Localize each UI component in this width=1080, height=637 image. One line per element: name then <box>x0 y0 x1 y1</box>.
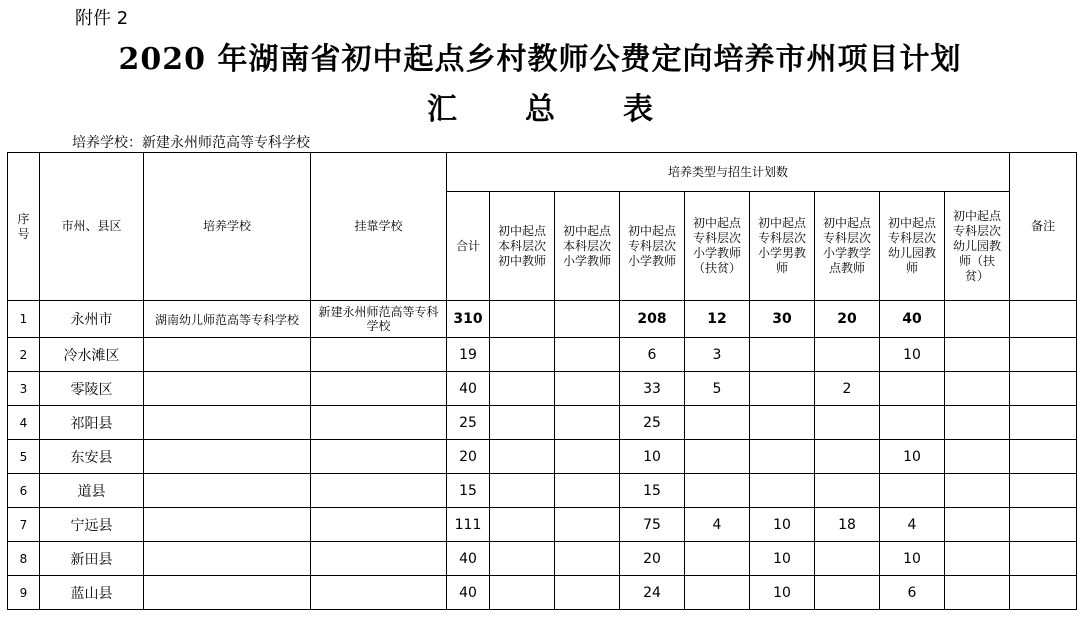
cell-attached-school <box>311 542 447 576</box>
cell-type-5: 30 <box>750 301 815 338</box>
cell-remark <box>1010 474 1077 508</box>
cell-train-school <box>144 338 311 372</box>
cell-type-3: 15 <box>620 474 685 508</box>
attachment-label: 附件 2 <box>75 8 129 29</box>
cell-type-2 <box>555 338 620 372</box>
cell-attached-school <box>311 440 447 474</box>
cell-attached-school <box>311 508 447 542</box>
cell-attached-school <box>311 372 447 406</box>
cell-type-3: 10 <box>620 440 685 474</box>
document-title: 2020 年湖南省初中起点乡村教师公费定向培养市州项目计划 <box>118 42 962 77</box>
cell-region: 祁阳县 <box>40 406 144 440</box>
cell-train-school <box>144 440 311 474</box>
cell-region: 冷水滩区 <box>40 338 144 372</box>
cell-type-7 <box>880 474 945 508</box>
cell-type-6: 2 <box>815 372 880 406</box>
header-train-school: 培养学校 <box>144 153 311 301</box>
cell-type-3: 33 <box>620 372 685 406</box>
cell-seq: 8 <box>8 542 40 576</box>
cell-seq: 4 <box>8 406 40 440</box>
cell-type-1 <box>490 372 555 406</box>
cell-type-1 <box>490 474 555 508</box>
table-row <box>8 301 1077 338</box>
cell-type-7 <box>880 372 945 406</box>
cell-seq: 7 <box>8 508 40 542</box>
header-type-1: 初中起点本科层次初中教师 <box>490 192 555 301</box>
cell-type-3: 25 <box>620 406 685 440</box>
cell-type-2 <box>555 372 620 406</box>
cell-type-5 <box>750 406 815 440</box>
cell-total: 111 <box>447 508 490 542</box>
cell-type-7: 10 <box>880 440 945 474</box>
cell-seq: 9 <box>8 576 40 610</box>
cell-type-1 <box>490 338 555 372</box>
cell-type-8 <box>945 338 1010 372</box>
cell-type-4 <box>685 406 750 440</box>
cell-type-1 <box>490 542 555 576</box>
cell-type-5 <box>750 338 815 372</box>
cell-type-2 <box>555 576 620 610</box>
training-school-line: 培养学校：新建永州师范高等专科学校 <box>72 135 310 151</box>
cell-type-8 <box>945 406 1010 440</box>
cell-region: 宁远县 <box>40 508 144 542</box>
cell-type-5 <box>750 372 815 406</box>
header-remark: 备注 <box>1010 153 1077 301</box>
cell-train-school <box>144 372 311 406</box>
cell-train-school: 湖南幼儿师范高等专科学校 <box>144 301 311 338</box>
cell-type-4 <box>685 474 750 508</box>
table-row <box>8 406 1077 440</box>
subtitle-char: 总 <box>525 92 555 127</box>
cell-type-4: 12 <box>685 301 750 338</box>
cell-region: 道县 <box>40 474 144 508</box>
cell-type-3: 24 <box>620 576 685 610</box>
cell-type-5 <box>750 440 815 474</box>
cell-type-6 <box>815 474 880 508</box>
header-seq: 序号 <box>8 153 40 301</box>
cell-type-7: 6 <box>880 576 945 610</box>
cell-total: 20 <box>447 440 490 474</box>
cell-total: 310 <box>447 301 490 338</box>
cell-seq: 3 <box>8 372 40 406</box>
cell-type-4 <box>685 440 750 474</box>
cell-type-2 <box>555 508 620 542</box>
cell-type-6 <box>815 542 880 576</box>
cell-remark <box>1010 576 1077 610</box>
cell-attached-school <box>311 576 447 610</box>
cell-remark <box>1010 372 1077 406</box>
cell-type-8 <box>945 301 1010 338</box>
cell-remark <box>1010 338 1077 372</box>
cell-type-4: 3 <box>685 338 750 372</box>
cell-type-6 <box>815 406 880 440</box>
cell-attached-school <box>311 474 447 508</box>
cell-remark <box>1010 508 1077 542</box>
cell-type-2 <box>555 440 620 474</box>
cell-type-8 <box>945 372 1010 406</box>
cell-type-6 <box>815 338 880 372</box>
header-type-3: 初中起点专科层次小学教师 <box>620 192 685 301</box>
cell-type-5: 10 <box>750 542 815 576</box>
table-row <box>8 440 1077 474</box>
cell-type-8 <box>945 576 1010 610</box>
cell-region: 零陵区 <box>40 372 144 406</box>
cell-total: 40 <box>447 372 490 406</box>
cell-type-6: 18 <box>815 508 880 542</box>
header-type-6: 初中起点专科层次小学教学点教师 <box>815 192 880 301</box>
cell-type-2 <box>555 474 620 508</box>
cell-type-1 <box>490 406 555 440</box>
cell-type-7: 4 <box>880 508 945 542</box>
cell-total: 40 <box>447 576 490 610</box>
cell-type-7: 10 <box>880 542 945 576</box>
cell-total: 15 <box>447 474 490 508</box>
header-type-2: 初中起点本科层次小学教师 <box>555 192 620 301</box>
cell-type-6: 20 <box>815 301 880 338</box>
cell-attached-school: 新建永州师范高等专科学校 <box>311 301 447 338</box>
header-total: 合计 <box>447 192 490 301</box>
cell-type-7: 10 <box>880 338 945 372</box>
header-type-5: 初中起点专科层次小学男教师 <box>750 192 815 301</box>
cell-seq: 5 <box>8 440 40 474</box>
cell-train-school <box>144 576 311 610</box>
subtitle-char: 汇 <box>427 92 457 127</box>
cell-attached-school <box>311 406 447 440</box>
cell-type-6 <box>815 440 880 474</box>
cell-type-7 <box>880 406 945 440</box>
cell-type-1 <box>490 576 555 610</box>
cell-attached-school <box>311 338 447 372</box>
table-row <box>8 372 1077 406</box>
plan-table <box>7 152 1077 610</box>
cell-type-8 <box>945 440 1010 474</box>
cell-type-2 <box>555 542 620 576</box>
cell-region: 新田县 <box>40 542 144 576</box>
cell-type-5: 10 <box>750 508 815 542</box>
cell-total: 19 <box>447 338 490 372</box>
table-row <box>8 576 1077 610</box>
cell-region: 永州市 <box>40 301 144 338</box>
cell-type-3: 20 <box>620 542 685 576</box>
cell-type-8 <box>945 474 1010 508</box>
cell-train-school <box>144 508 311 542</box>
cell-type-7: 40 <box>880 301 945 338</box>
table-row <box>8 338 1077 372</box>
cell-region: 蓝山县 <box>40 576 144 610</box>
cell-remark <box>1010 440 1077 474</box>
header-attached-school: 挂靠学校 <box>311 153 447 301</box>
cell-type-2 <box>555 406 620 440</box>
cell-type-4: 5 <box>685 372 750 406</box>
cell-type-2 <box>555 301 620 338</box>
header-type-8: 初中起点专科层次幼儿园教师（扶贫） <box>945 192 1010 301</box>
header-type-7: 初中起点专科层次幼儿园教师 <box>880 192 945 301</box>
header-type-4: 初中起点专科层次小学教师（扶贫） <box>685 192 750 301</box>
cell-total: 25 <box>447 406 490 440</box>
cell-remark <box>1010 542 1077 576</box>
cell-seq: 2 <box>8 338 40 372</box>
cell-remark <box>1010 301 1077 338</box>
cell-type-3: 75 <box>620 508 685 542</box>
cell-train-school <box>144 474 311 508</box>
cell-type-3: 6 <box>620 338 685 372</box>
cell-type-8 <box>945 542 1010 576</box>
cell-type-5: 10 <box>750 576 815 610</box>
header-region: 市州、县区 <box>40 153 144 301</box>
cell-seq: 1 <box>8 301 40 338</box>
cell-train-school <box>144 542 311 576</box>
table-row <box>8 508 1077 542</box>
table-row <box>8 474 1077 508</box>
cell-type-1 <box>490 440 555 474</box>
subtitle-char: 表 <box>623 92 653 127</box>
cell-type-4: 4 <box>685 508 750 542</box>
cell-seq: 6 <box>8 474 40 508</box>
cell-type-8 <box>945 508 1010 542</box>
cell-type-5 <box>750 474 815 508</box>
header-plan-group: 培养类型与招生计划数 <box>447 153 1010 192</box>
cell-type-1 <box>490 301 555 338</box>
cell-region: 东安县 <box>40 440 144 474</box>
cell-remark <box>1010 406 1077 440</box>
cell-type-6 <box>815 576 880 610</box>
cell-type-3: 208 <box>620 301 685 338</box>
cell-train-school <box>144 406 311 440</box>
cell-type-4 <box>685 576 750 610</box>
table-row <box>8 542 1077 576</box>
cell-type-1 <box>490 508 555 542</box>
cell-type-4 <box>685 542 750 576</box>
document-subtitle <box>0 84 1080 128</box>
cell-total: 40 <box>447 542 490 576</box>
